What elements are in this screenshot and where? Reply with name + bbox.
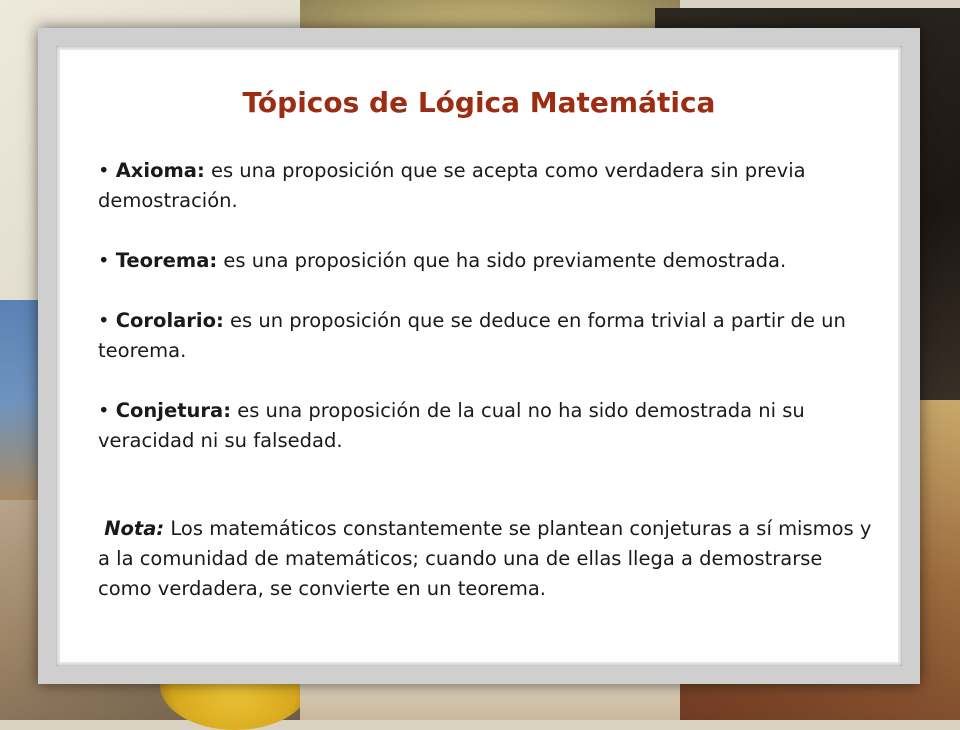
definition-teorema — [98, 246, 878, 276]
definition-term: Axioma: — [115, 159, 205, 182]
note-text: Los matemáticos constantemente se plantean conjeturas a sí mismos y a la comunidad de matemáticos; cuando una de ellas llega a demostrarse como verdadera, se convierte en un teorema. — [98, 517, 872, 600]
definition-text: es una proposición que ha sido previamente demostrada. — [217, 249, 787, 272]
note-label: Nota: — [104, 517, 165, 540]
definition-term: Teorema: — [115, 249, 218, 272]
slide-title: Tópicos de Lógica Matemática — [242, 86, 716, 119]
definition-conjetura — [98, 396, 878, 456]
definition-text: es una proposición de la cual no ha sido demostrada ni su veracidad ni su falsedad. — [98, 399, 805, 452]
definition-term: Conjetura: — [115, 399, 231, 422]
bullet: • — [98, 399, 110, 422]
definition-text: es un proposición que se deduce en forma trivial a partir de un teorema. — [98, 309, 846, 362]
definitions-list — [98, 156, 878, 634]
slide-card-frame — [56, 46, 902, 666]
bullet: • — [98, 249, 110, 272]
definition-corolario — [98, 306, 878, 366]
note-paragraph — [98, 514, 878, 604]
definition-text: es una proposición que se acepta como verdadera sin previa demostración. — [98, 159, 806, 212]
definition-axioma — [98, 156, 878, 216]
bullet: • — [98, 159, 110, 182]
slide-card — [38, 28, 920, 684]
bullet: • — [98, 309, 110, 332]
slide-content — [60, 50, 898, 662]
definition-term: Corolario: — [115, 309, 224, 332]
